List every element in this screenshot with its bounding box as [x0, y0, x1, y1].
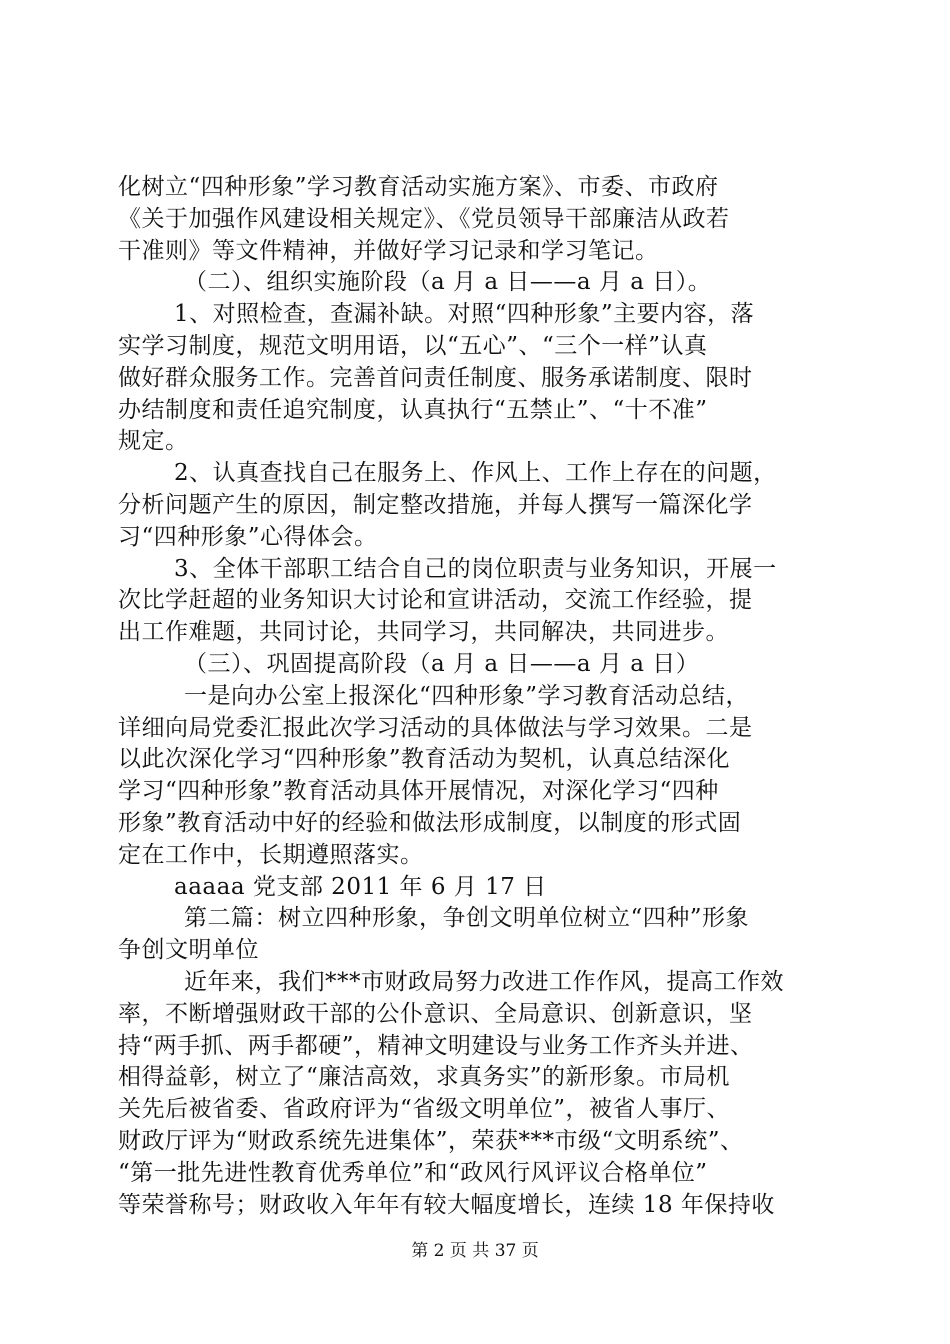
text-line: 学习“四种形象”教育活动具体开展情况，对深化学习“四种 [118, 778, 719, 805]
text-line: 持“两手抓、两手都硬”，精神文明建设与业务工作齐头并进、 [118, 1032, 754, 1059]
text-line: 争创文明单位 [118, 937, 259, 964]
text-line: （三）、巩固提高阶段（a 月 a 日——a 月 a 日） [184, 650, 700, 677]
text-line: 次比学赶超的业务知识大讨论和宣讲活动，交流工作经验，提 [118, 587, 753, 614]
text-line: 习“四种形象”心得体会。 [118, 523, 378, 550]
text-line: 等荣誉称号；财政收入年年有较大幅度增长，连续 18 年保持收 [118, 1191, 775, 1218]
text-line: 定在工作中，长期遵照落实。 [118, 841, 424, 868]
text-line: 分析问题产生的原因，制定整改措施，并每人撰写一篇深化学 [118, 491, 753, 518]
text-line: 出工作难题，共同讨论，共同学习，共同解决，共同进步。 [118, 619, 729, 646]
page-footer: 第 2 页 共 37 页 [411, 1241, 539, 1261]
text-line: aaaaa 党支部 2011 年 6 月 17 日 [174, 873, 547, 900]
text-line: 关先后被省委、省政府评为“省级文明单位”，被省人事厅、 [118, 1096, 731, 1123]
text-line: “第一批先进性教育优秀单位”和“政风行风评议合格单位” [118, 1159, 708, 1186]
text-line: 形象”教育活动中好的经验和做法形成制度，以制度的形式固 [118, 809, 742, 836]
text-line: 办结制度和责任追究制度，认真执行“五禁止”、“十不准” [118, 396, 708, 423]
text-line: （二）、组织实施阶段（a 月 a 日——a 月 a 日）。 [184, 269, 712, 296]
text-line: 3、全体干部职工结合自己的岗位职责与业务知识，开展一 [174, 555, 777, 582]
text-line: 详细向局党委汇报此次学习活动的具体做法与学习效果。二是 [118, 714, 753, 741]
text-line: 近年来，我们***市财政局努力改进工作作风，提高工作效 [184, 968, 784, 995]
text-line: 第二篇：树立四种形象，争创文明单位树立“四种”形象 [184, 905, 750, 932]
text-line: 干准则》等文件精神，并做好学习记录和学习笔记。 [118, 237, 659, 264]
text-line: 《关于加强作风建设相关规定》、《党员领导干部廉洁从政若 [118, 205, 730, 232]
text-line: 化树立“四种形象”学习教育活动实施方案》、市委、市政府 [118, 174, 719, 200]
text-line: 1、对照检查，查漏补缺。对照“四种形象”主要内容，落 [174, 301, 755, 328]
text-line: 做好群众服务工作。完善首问责任制度、服务承诺制度、限时 [118, 364, 753, 391]
text-line: 相得益彰，树立了“廉洁高效，求真务实”的新形象。市局机 [118, 1064, 731, 1091]
text-line: 以此次深化学习“四种形象”教育活动为契机，认真总结深化 [118, 746, 731, 773]
text-line: 实学习制度，规范文明用语，以“五心”、“三个一样”认真 [118, 332, 708, 359]
text-line: 一是向办公室上报深化“四种形象”学习教育活动总结， [184, 682, 750, 709]
text-line: 率，不断增强财政干部的公仆意识、全局意识、创新意识，坚 [118, 1000, 753, 1027]
text-line: 2、认真查找自己在服务上、作风上、工作上存在的问题， [174, 460, 777, 487]
text-line: 财政厅评为“财政系统先进集体”，荣获***市级“文明系统”、 [118, 1127, 744, 1154]
text-line: 规定。 [118, 428, 189, 455]
document-body [118, 172, 838, 1221]
